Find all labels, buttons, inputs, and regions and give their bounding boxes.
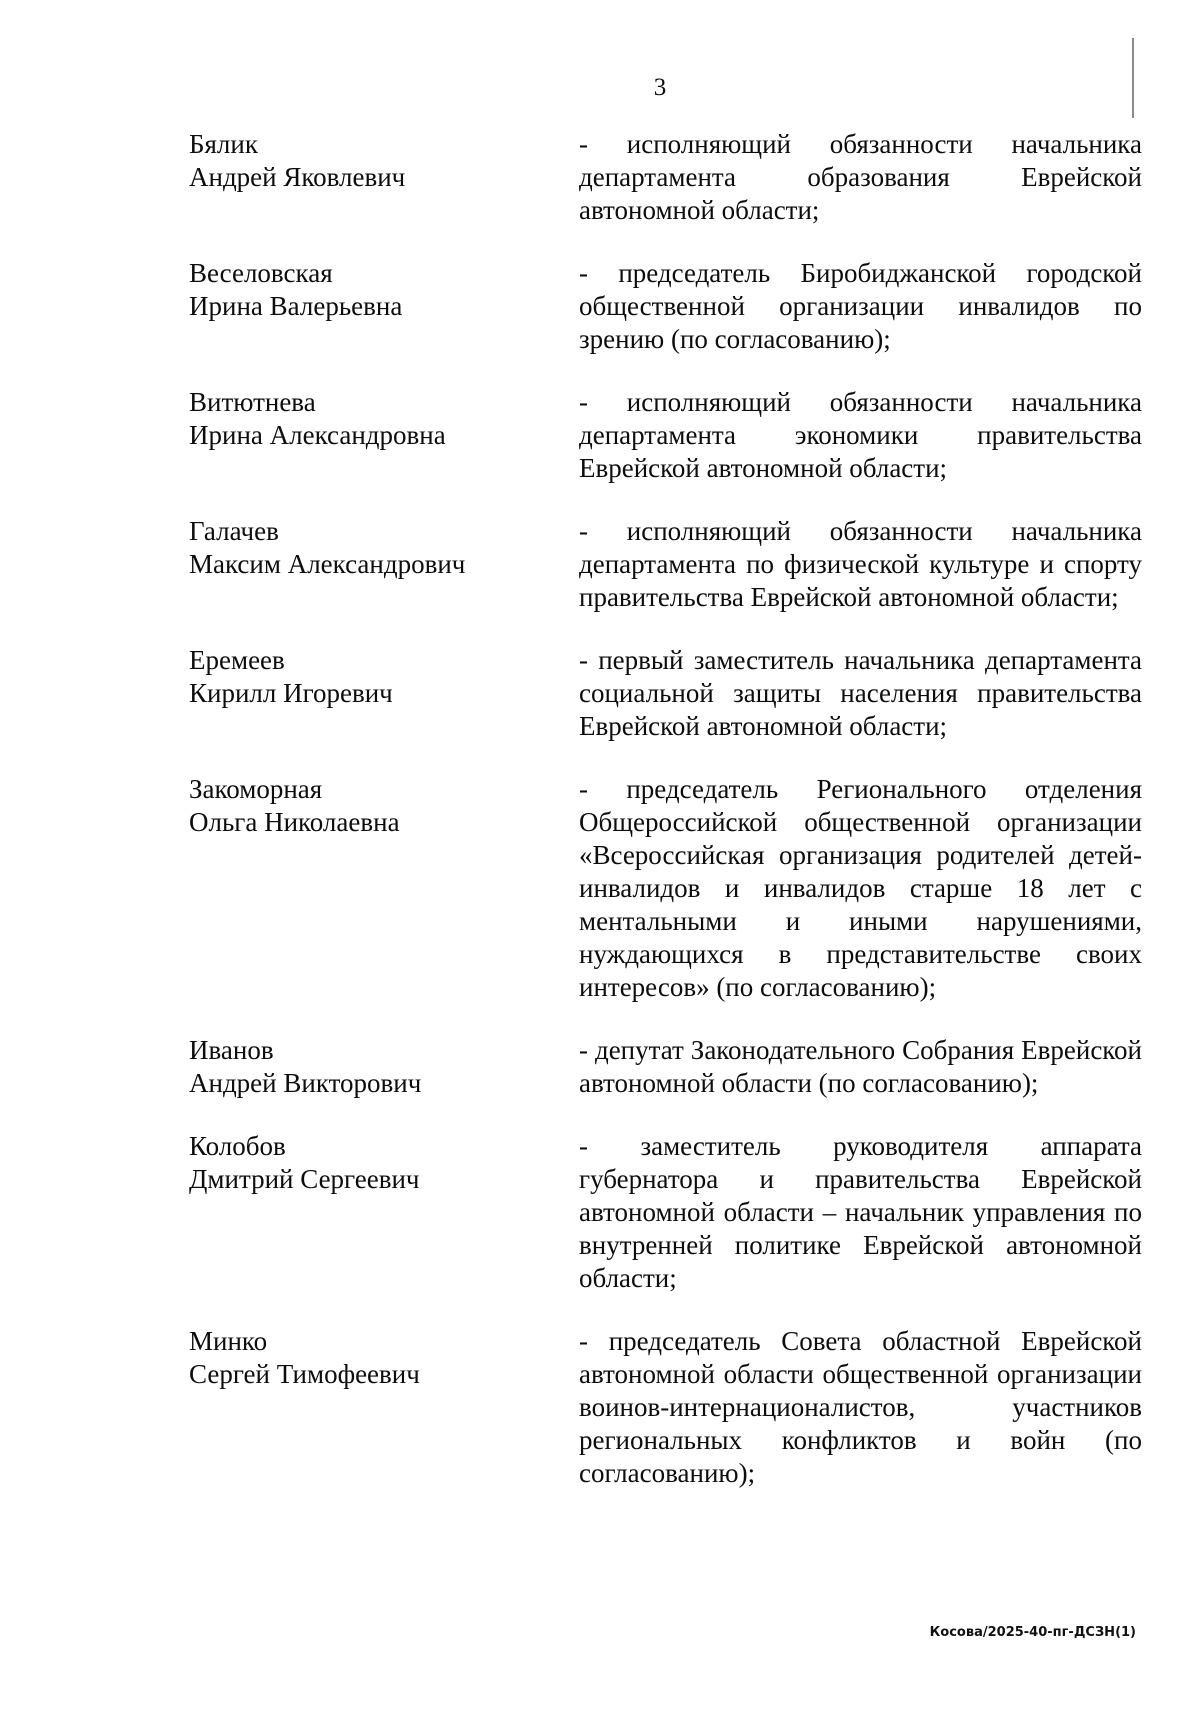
member-surname: Витютнева	[189, 387, 316, 417]
member-entry	[189, 386, 1142, 485]
member-name	[189, 1130, 579, 1196]
member-name	[189, 644, 579, 710]
member-entry	[189, 1325, 1142, 1490]
member-name	[189, 1034, 579, 1100]
member-role: - первый заместитель начальника департамента социальной защиты населения правительства Еврейской автономной области;	[579, 645, 1142, 741]
member-role: - исполняющий обязанности начальника департамента по физической культуре и спорту правительства Еврейской автономной области;	[579, 516, 1142, 612]
member-given-names: Андрей Викторович	[189, 1068, 422, 1098]
member-given-names: Сергей Тимофеевич	[189, 1359, 420, 1389]
member-entry	[189, 773, 1142, 1004]
member-role: - заместитель руководителя аппарата губернатора и правительства Еврейской автономной области – начальник управления по внутренней политике Еврейской автономной области;	[579, 1131, 1142, 1293]
member-surname: Иванов	[189, 1035, 274, 1065]
member-given-names: Максим Александрович	[189, 549, 466, 579]
member-entry	[189, 1130, 1142, 1295]
member-surname: Колобов	[189, 1131, 286, 1161]
member-entry	[189, 1034, 1142, 1100]
document-reference-code: Косова/2025-40-пг-ДСЗН(1)	[929, 1625, 1136, 1640]
member-name	[189, 128, 579, 194]
member-name	[189, 1325, 579, 1391]
member-name	[189, 515, 579, 581]
member-name	[189, 257, 579, 323]
member-given-names: Ирина Александровна	[189, 420, 446, 450]
member-entry	[189, 257, 1142, 356]
member-name	[189, 386, 579, 452]
member-surname: Закоморная	[189, 774, 323, 804]
member-given-names: Дмитрий Сергеевич	[189, 1164, 420, 1194]
member-surname: Минко	[189, 1326, 268, 1356]
member-list	[189, 128, 1142, 1520]
member-given-names: Кирилл Игоревич	[189, 678, 393, 708]
member-surname: Галачев	[189, 516, 279, 546]
member-role: - председатель Регионального отделения Общероссийской общественной организации «Всероссийская организация родителей детей-инвалидов и инвалидов старше 18 лет с ментальными и иными нарушениями, нуждающихся в представительстве своих интересов» (по согласованию);	[579, 774, 1142, 1002]
member-surname: Бялик	[189, 129, 258, 159]
member-given-names: Андрей Яковлевич	[189, 162, 406, 192]
member-role: - председатель Совета областной Еврейской автономной области общественной организации воинов-интернационалистов, участников региональных конфликтов и войн (по согласованию);	[579, 1326, 1142, 1488]
member-role: - председатель Биробиджанской городской общественной организации инвалидов по зрению (по согласованию);	[579, 258, 1142, 354]
member-role: - депутат Законодательного Собрания Еврейской автономной области (по согласованию);	[579, 1035, 1142, 1098]
member-name	[189, 773, 579, 839]
member-entry	[189, 515, 1142, 614]
page-number: 3	[653, 74, 667, 101]
member-entry	[189, 644, 1142, 743]
member-surname: Веселовская	[189, 258, 333, 288]
member-given-names: Ирина Валерьевна	[189, 291, 403, 321]
member-given-names: Ольга Николаевна	[189, 807, 400, 837]
member-role: - исполняющий обязанности начальника департамента образования Еврейской автономной области;	[579, 129, 1142, 225]
member-role: - исполняющий обязанности начальника департамента экономики правительства Еврейской автономной области;	[579, 387, 1142, 483]
member-entry	[189, 128, 1142, 227]
member-surname: Еремеев	[189, 645, 285, 675]
